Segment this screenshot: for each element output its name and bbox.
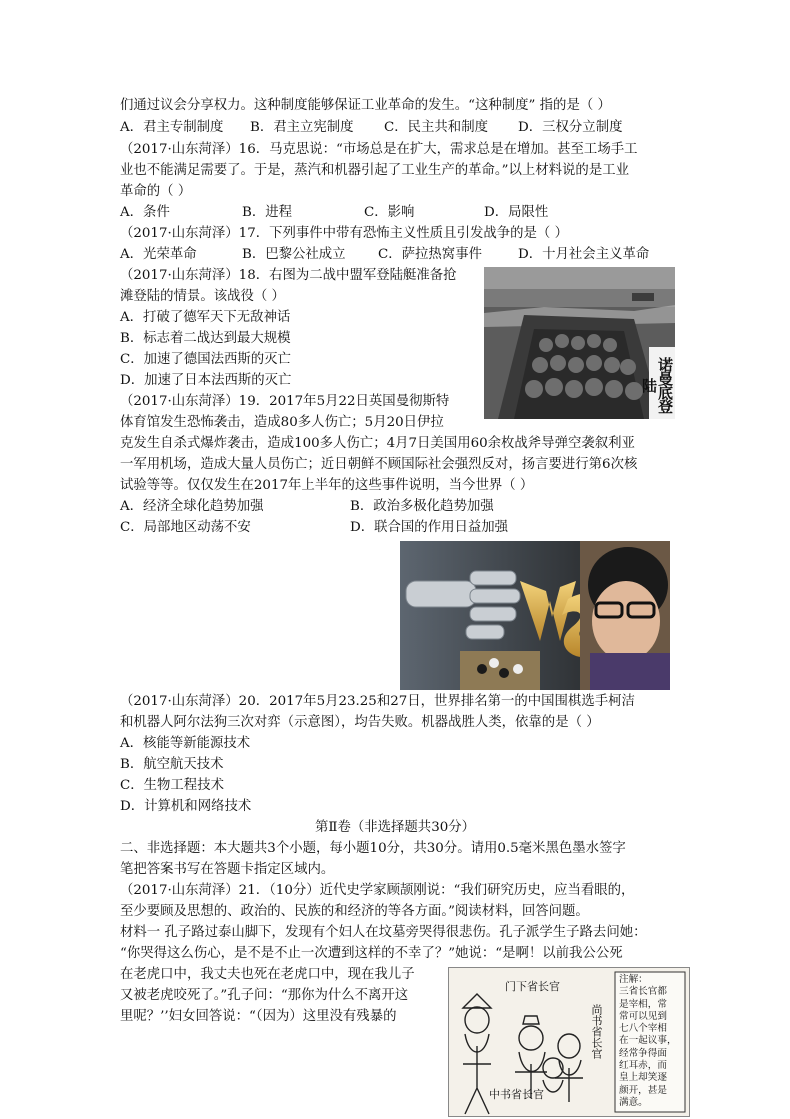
q18-option-c: C．加速了德国法西斯的灭亡 [120, 352, 291, 367]
q16-option-c: C．影响 [364, 205, 415, 220]
cartoon-note-line: 常可以见到 [619, 1010, 667, 1022]
intro-option-d: D．三权分立制度 [518, 120, 623, 135]
cartoon-label-zhongshu: 中书省长官 [489, 1088, 544, 1101]
q17-line-1: （2017·山东菏泽）17．下列事件中带有恐怖主义性质且引发战争的是（ ） [120, 226, 568, 241]
q18-line-2: 滩登陆的情景。该战役（ ） [120, 289, 285, 304]
q21-line-5: 在老虎口中，我丈夫也死在老虎口中，现在我儿子 [120, 967, 415, 982]
q17-option-d: D．十月社会主义革命 [518, 247, 650, 262]
q18-option-b: B．标志着二战达到最大规模 [120, 331, 291, 346]
q16-option-a: A．条件 [120, 205, 170, 220]
q16-option-d: D．局限性 [484, 205, 549, 220]
intro-option-c: C．民主共和制度 [384, 120, 488, 135]
q19-line-2: 体育馆发生恐怖袭击，造成80多人伤亡；5月20日伊拉 [120, 415, 444, 430]
q18-option-d: D．加速了日本法西斯的灭亡 [120, 373, 292, 388]
q19-option-a: A．经济全球化趋势加强 [120, 499, 264, 514]
normandy-landing-photo [484, 267, 675, 419]
q21-line-3: 材料一 孔子路过泰山脚下，发现有个妇人在坟墓旁哭得很悲伤。孔子派学生子路去问她： [120, 925, 647, 940]
cartoon-note-line: 红耳赤，而 [619, 1060, 667, 1072]
q20-option-c: C．生物工程技术 [120, 778, 224, 793]
q20-option-a: A．核能等新能源技术 [120, 736, 251, 751]
section-2-line-1: 二、非选择题：本大题共3个小题，每小题10分，共30分。请用0.5毫米黑色墨水签字 [120, 841, 626, 856]
cartoon-label-shangshu: 尚书省长官 [590, 1004, 603, 1059]
photo-caption: 诺曼底登陆 [640, 357, 674, 413]
q19-line-3: 克发生自杀式爆炸袭击，造成100多人伤亡；4月7日美国用60余枚战斧导弹空袭叙利亚 [120, 436, 635, 451]
q21-line-6: 又被老虎咬死了。”孔子问：“那你为什么不离开这 [120, 988, 409, 1003]
q20-option-d: D．计算机和网络技术 [120, 799, 252, 814]
cartoon-note-line: 满意。 [619, 1096, 648, 1108]
q19-line-4: 一军用机场，造成大量人员伤亡；近日朝鲜不顾国际社会强烈反对，扬言要进行第6次核 [120, 457, 638, 472]
cartoon-label-menxia: 门下省长官 [505, 980, 560, 993]
section-2-title: 第Ⅱ卷（非选择题共30分） [314, 820, 476, 835]
q19-line-1: （2017·山东菏泽）19．2017年5月22日英国曼彻斯特 [120, 394, 450, 409]
q21-line-2: 至少要顾及思想的、政治的、民族的和经济的等各方面。”阅读材料，回答问题。 [120, 904, 589, 919]
q16-line-2: 业也不能满足需要了。于是，蒸汽和机器引起了工业生产的革命。”以上材料说的是工业 [120, 163, 629, 178]
cartoon-note-line: 皇上却笑逐 [619, 1072, 667, 1084]
intro-line-1: 们通过议会分享权力。这种制度能够保证工业革命的发生。“这种制度” 指的是（ ） [120, 98, 611, 113]
robot-vs-human-image [400, 541, 670, 690]
q16-line-1: （2017·山东菏泽）16．马克思说：“市场总是在扩大，需求总是在增加。甚至工场手工 [120, 142, 638, 157]
three-departments-cartoon [448, 967, 690, 1117]
q19-option-c: C．局部地区动荡不安 [120, 520, 251, 535]
q17-option-b: B．巴黎公社成立 [242, 247, 346, 262]
q20-line-1: （2017·山东菏泽）20．2017年5月23.25和27日，世界排名第一的中国围棋选手柯洁 [120, 694, 635, 709]
cartoon-note-line: 七八个宰相 [619, 1023, 667, 1035]
cartoon-note-line: 注解： [619, 974, 648, 985]
vs-label [518, 583, 519, 584]
intro-option-b: B．君主立宪制度 [250, 120, 354, 135]
q21-line-1: （2017·山东菏泽）21．（10分）近代史学家顾颉刚说：“我们研究历史，应当看眼的， [120, 883, 635, 898]
cartoon-note-line: 是宰相，常 [619, 998, 667, 1010]
q20-line-2: 和机器人阿尔法狗三次对弈（示意图），均告失败。机器战胜人类，依靠的是（ ） [120, 715, 600, 730]
q17-option-a: A．光荣革命 [120, 247, 197, 262]
q21-line-7: 里呢？’’妇女回答说：“（因为）这里没有残暴的 [120, 1009, 397, 1024]
intro-option-a: A．君主专制制度 [120, 120, 224, 135]
cartoon-note-line: 三省长官都 [619, 986, 667, 998]
q20-option-b: B．航空航天技术 [120, 757, 224, 772]
q21-line-4: “你哭得这么伤心，是不是不止一次遭到这样的不幸了？”她说：“是啊！以前我公公死 [120, 946, 623, 961]
cartoon-note-line: 经常争得面 [619, 1047, 667, 1059]
cartoon-note-line: 在一起议事， [619, 1035, 677, 1047]
q17-option-c: C．萨拉热窝事件 [378, 247, 482, 262]
q16-line-3: 革命的（ ） [120, 184, 192, 199]
q19-line-5: 试验等等。仅仅发生在2017年上半年的这些事件说明，当今世界（ ） [120, 478, 534, 493]
cartoon-note-line: 颜开，甚是 [619, 1084, 667, 1096]
q19-option-d: D．联合国的作用日益加强 [350, 520, 509, 535]
q18-option-a: A．打破了德军天下无敌神话 [120, 310, 291, 325]
cartoon-note [619, 974, 683, 1109]
q18-line-1: （2017·山东菏泽）18．右图为二战中盟军登陆艇准备抢 [120, 268, 457, 283]
q16-option-b: B．进程 [242, 205, 293, 220]
q19-option-b: B．政治多极化趋势加强 [350, 499, 494, 514]
section-2-line-2: 笔把答案书写在答题卡指定区域内。 [120, 862, 335, 877]
